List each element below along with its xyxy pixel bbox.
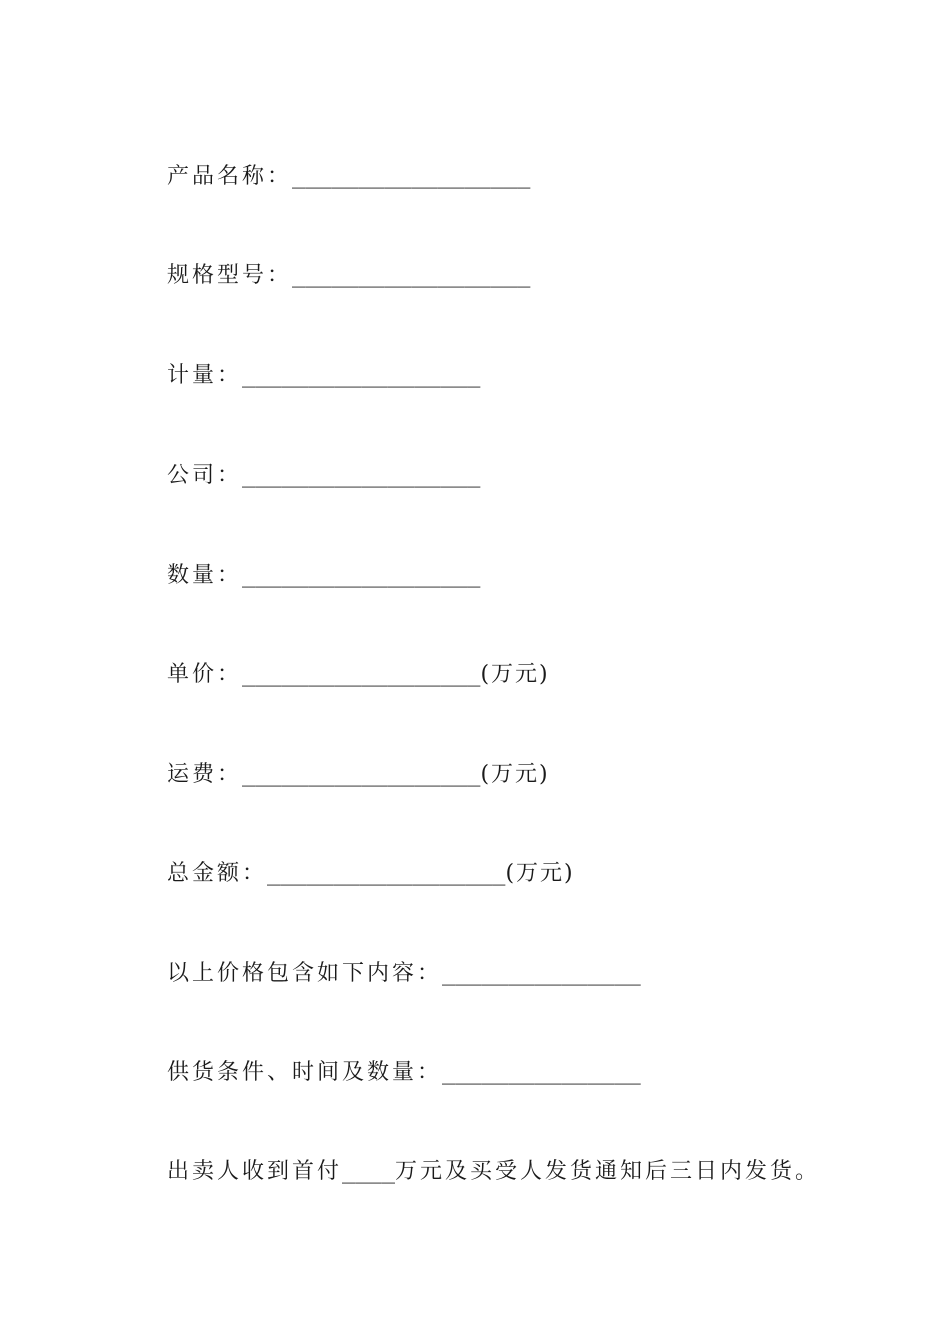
- field-label: 运费：: [167, 762, 243, 787]
- field-label: 计量：: [167, 363, 243, 388]
- fill-blank: _______________: [442, 1060, 641, 1085]
- unit-suffix: (万元): [480, 762, 550, 787]
- field-label: 数量：: [167, 563, 243, 588]
- field-measurement: [167, 361, 480, 391]
- field-price-includes: [167, 959, 641, 989]
- unit-suffix: (万元): [480, 662, 550, 687]
- field-label: 规格型号：: [167, 263, 293, 288]
- field-label: 单价：: [167, 662, 243, 687]
- fill-blank: ____: [342, 1159, 395, 1184]
- field-label: 公司：: [167, 463, 243, 488]
- field-total-amount: [167, 859, 575, 889]
- fill-blank: __________________: [242, 662, 481, 687]
- fill-blank: __________________: [292, 263, 531, 288]
- fill-blank: __________________: [242, 762, 481, 787]
- fill-blank: __________________: [242, 563, 481, 588]
- field-unit-price: [167, 660, 550, 690]
- fill-blank: __________________: [292, 164, 531, 189]
- delivery-prefix: 出卖人收到首付: [167, 1159, 343, 1184]
- field-supply-conditions: [167, 1058, 641, 1088]
- fill-blank: __________________: [242, 363, 481, 388]
- field-freight: [167, 760, 550, 790]
- fill-blank: __________________: [242, 463, 481, 488]
- field-label: 产品名称：: [167, 164, 293, 189]
- fill-blank: _______________: [442, 961, 641, 986]
- field-label: 供货条件、时间及数量：: [167, 1060, 443, 1085]
- field-company: [167, 461, 480, 491]
- fill-blank: __________________: [267, 861, 506, 886]
- field-label: 总金额：: [167, 861, 268, 886]
- delivery-suffix: 万元及买受人发货通知后三日内发货。: [395, 1159, 821, 1184]
- field-product-name: [167, 162, 530, 192]
- delivery-clause: [167, 1157, 820, 1187]
- field-spec-model: [167, 261, 530, 291]
- unit-suffix: (万元): [505, 861, 575, 886]
- field-label: 以上价格包含如下内容：: [167, 961, 443, 986]
- field-quantity: [167, 561, 480, 591]
